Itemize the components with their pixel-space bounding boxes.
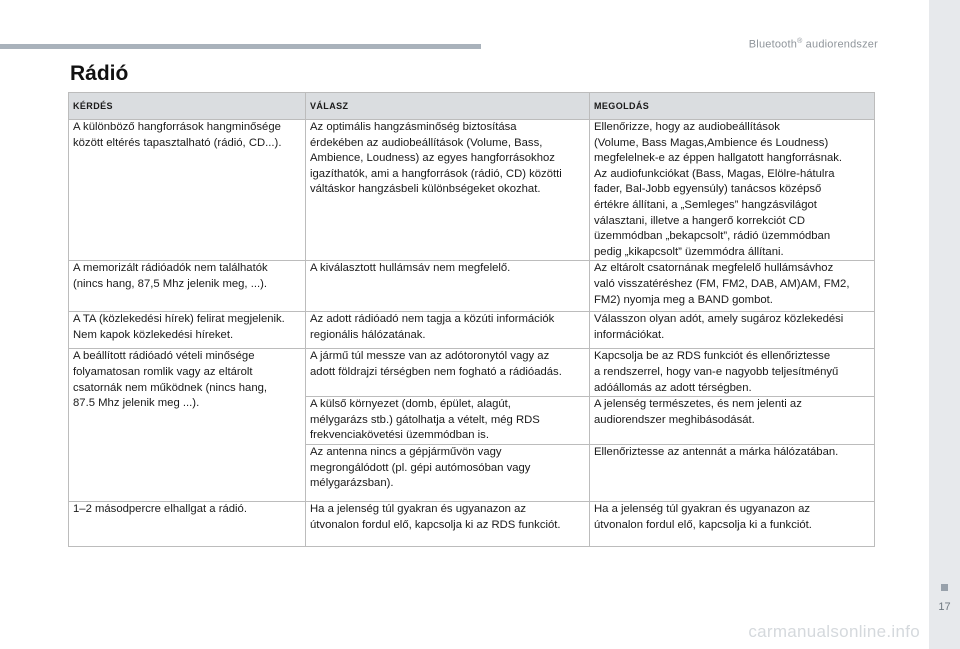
answer-line: frekvenciakövetési üzemmódban is.: [310, 429, 489, 442]
side-tab: [929, 0, 960, 649]
question-cell: [69, 261, 306, 312]
solution-line: választani, illetve a hangerő korrekciót CD: [594, 214, 805, 227]
table-row: [69, 261, 875, 312]
answer-line: igazíthatók, ami a hangforrások (rádió, CD) közötti: [310, 167, 562, 180]
table-row: [69, 501, 875, 546]
answer-line: mélygarázsban).: [310, 477, 394, 490]
solution-cell: [590, 444, 875, 501]
solution-line: értékre állítani, a „Semleges” hangzásvilágot: [594, 198, 817, 211]
watermark-logo: carmanualsonline.info: [748, 622, 920, 641]
solution-cell: [590, 501, 875, 546]
table-row: [69, 120, 875, 261]
question-cell: [69, 501, 306, 546]
answer-cell: [306, 501, 590, 546]
column-header-solution: MEGOLDÁS: [590, 93, 875, 120]
solution-line: útvonalon fordul elő, kapcsolja ki a funkciót.: [594, 518, 812, 531]
solution-line: üzemmódban „bekapcsolt”, rádió üzemmódban: [594, 230, 831, 243]
solution-cell: [590, 120, 875, 261]
solution-line: Ellenőrizze, hogy az audiobeállítások: [594, 121, 780, 133]
solution-line: Az audiofunkciókat (Bass, Magas, Elölre-hátulra: [594, 167, 835, 180]
answer-line: A kiválasztott hullámsáv nem megfelelő.: [310, 262, 511, 275]
question-line: között eltérés tapasztalható (rádió, CD...).: [73, 136, 282, 149]
answer-line: útvonalon fordul elő, kapcsolja ki az RDS funkciót.: [310, 518, 561, 531]
question-line: A különböző hangforrások hangminősége: [73, 121, 281, 133]
question-cell: [69, 312, 306, 349]
solution-line: megfelelnek-e az éppen hallgatott hangforrásnak.: [594, 152, 843, 165]
question-line: (nincs hang, 87,5 Mhz jelenik meg, ...).: [73, 277, 268, 290]
question-line: Nem kapok közlekedési híreket.: [73, 328, 234, 341]
solution-line: Kapcsolja be az RDS funkciót és ellenőriztesse: [594, 350, 831, 363]
answer-line: Ha a jelenség túl gyakran és ugyanazon az: [310, 502, 527, 515]
question-cell: [69, 120, 306, 261]
page-title: Rádió: [70, 62, 129, 85]
question-line: 87.5 Mhz jelenik meg ...).: [73, 397, 200, 410]
solution-line: audiorendszer meghibásodását.: [594, 413, 755, 426]
answer-line: Az adott rádióadó nem tagja a közúti információk: [310, 313, 555, 326]
answer-cell: [306, 444, 590, 501]
solution-line: Az eltárolt csatornának megfelelő hullámsávhoz: [594, 262, 834, 275]
answer-line: Az optimális hangzásminőség biztosítása: [310, 121, 517, 133]
answer-line: mélygarázs stb.) gátolhatja a vételt, még RDS: [310, 413, 540, 426]
answer-line: adott földrajzi térségben nem fogható a rádióadás.: [310, 365, 562, 378]
question-line: folyamatosan romlik vagy az eltárolt: [73, 365, 253, 378]
table-header-row: [69, 93, 875, 120]
solution-cell: [590, 349, 875, 397]
solution-line: (Volume, Bass Magas,Ambience és Loudness): [594, 136, 829, 149]
question-line: A memorizált rádióadók nem találhatók: [73, 262, 268, 275]
answer-line: megrongálódott (pl. gépi autómosóban vagy: [310, 461, 531, 474]
answer-cell: [306, 120, 590, 261]
answer-line: váltáskor hangzásbeli különbségeket okozhat.: [310, 183, 541, 196]
table-row: [69, 312, 875, 349]
solution-cell: [590, 261, 875, 312]
answer-line: érdekében az audiobeállítások (Volume, Bass,: [310, 136, 543, 149]
question-cell: [69, 349, 306, 502]
solution-line: Ellenőriztesse az antennát a márka hálózatában.: [594, 445, 839, 458]
answer-cell: [306, 397, 590, 445]
solution-cell: [590, 312, 875, 349]
question-line: 1–2 másodpercre elhallgat a rádió.: [73, 502, 247, 515]
solution-line: Ha a jelenség túl gyakran és ugyanazon az: [594, 502, 811, 515]
answer-line: A külső környezet (domb, épület, alagút,: [310, 398, 511, 411]
question-line: A beállított rádióadó vételi minősége: [73, 350, 255, 363]
solution-line: FM2) nyomja meg a BAND gombot.: [594, 293, 773, 306]
column-header-answer: VÁLASZ: [306, 93, 590, 120]
section-header: Bluetooth® audiorendszer: [748, 38, 878, 51]
column-header-question: KÉRDÉS: [69, 93, 306, 120]
question-line: A TA (közlekedési hírek) felirat megjelenik.: [73, 313, 285, 326]
header-rule: [0, 44, 481, 49]
page-number: 17: [938, 601, 951, 613]
solution-line: információkat.: [594, 328, 665, 341]
solution-line: A jelenség természetes, és nem jelenti az: [594, 398, 802, 411]
solution-line: adóállomás az adott térségben.: [594, 381, 752, 394]
solution-line: való visszatéréshez (FM, FM2, DAB, AM)AM, FM2,: [594, 277, 850, 290]
question-line: csatornák nem működnek (nincs hang,: [73, 381, 268, 394]
solution-cell: [590, 397, 875, 445]
answer-line: regionális hálózatának.: [310, 328, 426, 341]
answer-line: A jármű túl messze van az adótoronytól vagy az: [310, 350, 550, 363]
solution-line: fader, Bal-Jobb egyensúly) tanácsos középső: [594, 183, 822, 196]
answer-line: Az antenna nincs a gépjárművön vagy: [310, 445, 502, 458]
solution-line: a rendszerrel, hogy van-e nagyobb teljesítményű: [594, 365, 839, 378]
table-row: [69, 349, 875, 397]
faq-table: [68, 92, 875, 547]
answer-line: Ambience, Loudness) az egyes hangforrásokhoz: [310, 152, 555, 165]
answer-cell: [306, 349, 590, 397]
answer-cell: [306, 261, 590, 312]
answer-cell: [306, 312, 590, 349]
solution-line: Válasszon olyan adót, amely sugároz közlekedési: [594, 313, 844, 326]
solution-line: pedig „kikapcsolt” üzemmódra állítani.: [594, 245, 784, 258]
page-marker: [941, 584, 948, 591]
